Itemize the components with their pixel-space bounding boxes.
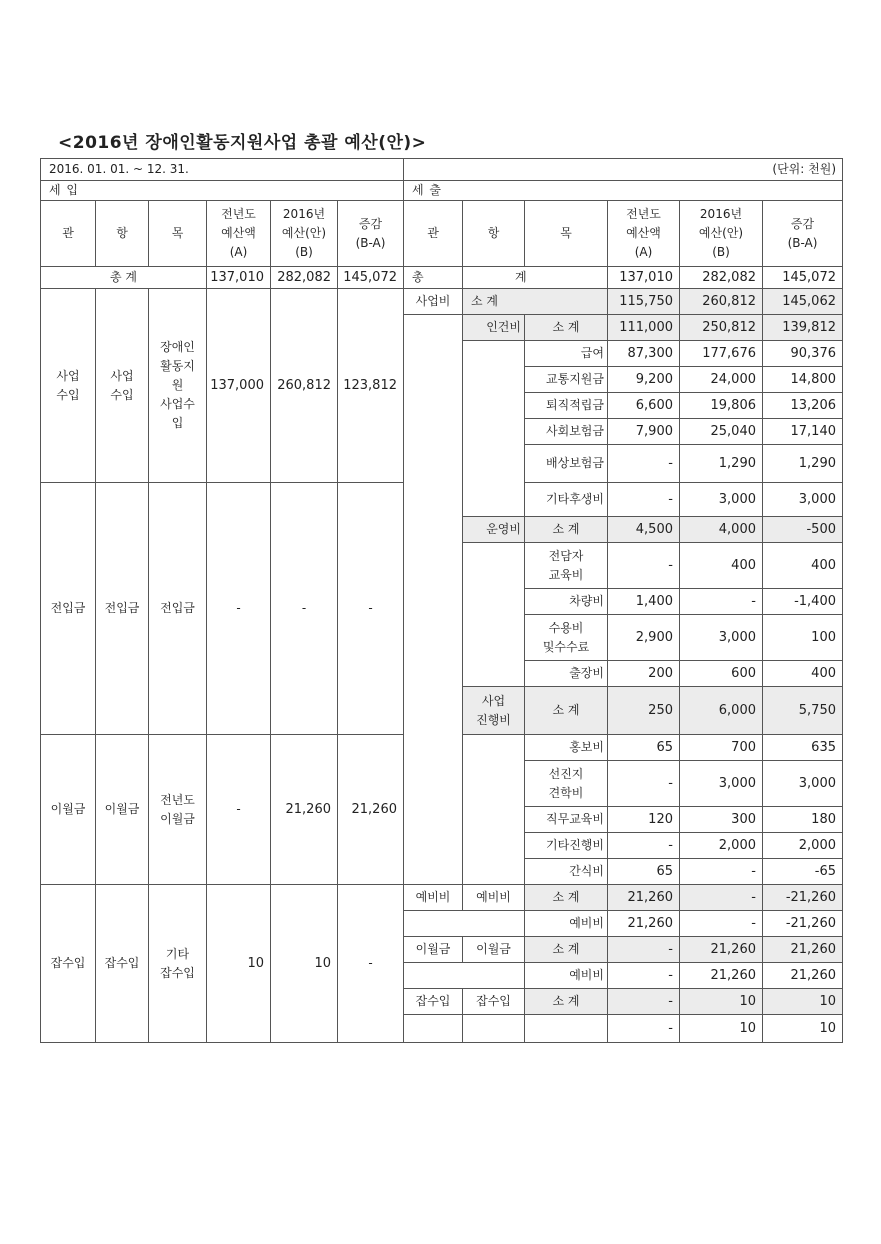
unit-label: (단위: 천원) xyxy=(404,159,843,181)
income-row-prev: 137,000 xyxy=(207,289,271,483)
expense-item-prev: 6,600 xyxy=(608,393,680,419)
expense-reserve-cur: - xyxy=(680,885,763,911)
expense-item-mok xyxy=(525,1015,608,1043)
expense-reserve-prev: 21,260 xyxy=(608,885,680,911)
expense-total-label-1: 총 xyxy=(404,267,463,289)
income-row-hang: 이월금 xyxy=(96,735,149,885)
expense-item-diff: 14,800 xyxy=(763,367,843,393)
expense-header-diff: 증감 (B-A) xyxy=(763,201,843,267)
income-row-diff: - xyxy=(338,483,404,735)
expense-item-diff: 21,260 xyxy=(763,963,843,989)
income-header-mok: 목 xyxy=(149,201,207,267)
income-row-mok: 전년도 이월금 xyxy=(149,735,207,885)
expense-blank-cell xyxy=(404,911,525,937)
expense-gwan-misc: 잡수입 xyxy=(404,989,463,1015)
expense-section-header: 세 출 xyxy=(404,181,843,201)
expense-blank-cell xyxy=(463,1015,525,1043)
expense-item-cur: - xyxy=(680,911,763,937)
expense-project-prev: 250 xyxy=(608,687,680,735)
expense-item-diff: -1,400 xyxy=(763,589,843,615)
expense-item-cur: 300 xyxy=(680,807,763,833)
expense-misc-subtotal-label: 소 계 xyxy=(525,989,608,1015)
expense-project-cur: 6,000 xyxy=(680,687,763,735)
expense-hang-carry: 이월금 xyxy=(463,937,525,963)
expense-item-cur: 177,676 xyxy=(680,341,763,367)
expense-carry-subtotal-label: 소 계 xyxy=(525,937,608,963)
income-row-cur: 260,812 xyxy=(271,289,338,483)
expense-operation-cur: 4,000 xyxy=(680,517,763,543)
expense-item-prev: 200 xyxy=(608,661,680,687)
expense-hang-operation: 운영비 xyxy=(463,517,525,543)
expense-project-diff: 5,750 xyxy=(763,687,843,735)
expense-item-prev: - xyxy=(608,761,680,807)
expense-item-mok: 기타후생비 xyxy=(525,483,608,517)
income-row-cur: 21,260 xyxy=(271,735,338,885)
expense-item-mok: 선진지 견학비 xyxy=(525,761,608,807)
expense-item-diff: 3,000 xyxy=(763,483,843,517)
expense-item-diff: -65 xyxy=(763,859,843,885)
expense-gwan-business: 사업비 xyxy=(404,289,463,315)
expense-carry-cur: 21,260 xyxy=(680,937,763,963)
expense-item-mok: 차량비 xyxy=(525,589,608,615)
expense-blank-cell xyxy=(404,1015,463,1043)
expense-misc-diff: 10 xyxy=(763,989,843,1015)
expense-business-diff: 145,062 xyxy=(763,289,843,315)
expense-item-prev: 7,900 xyxy=(608,419,680,445)
expense-item-cur: 3,000 xyxy=(680,483,763,517)
expense-hang-misc: 잡수입 xyxy=(463,989,525,1015)
expense-item-prev: - xyxy=(608,483,680,517)
expense-total-prev: 137,010 xyxy=(608,267,680,289)
expense-item-cur: - xyxy=(680,589,763,615)
expense-item-mok: 홍보비 xyxy=(525,735,608,761)
expense-item-mok: 간식비 xyxy=(525,859,608,885)
expense-hang-blank xyxy=(463,341,525,517)
expense-misc-prev: - xyxy=(608,989,680,1015)
expense-item-diff: 90,376 xyxy=(763,341,843,367)
expense-item-diff: 17,140 xyxy=(763,419,843,445)
expense-operation-diff: -500 xyxy=(763,517,843,543)
income-row-cur: - xyxy=(271,483,338,735)
income-total-prev: 137,010 xyxy=(207,267,271,289)
expense-header-prev: 전년도 예산액 (A) xyxy=(608,201,680,267)
income-row-cur: 10 xyxy=(271,885,338,1043)
income-row-gwan: 사업 수입 xyxy=(41,289,96,483)
expense-misc-cur: 10 xyxy=(680,989,763,1015)
income-row-diff: - xyxy=(338,885,404,1043)
income-row-prev: 10 xyxy=(207,885,271,1043)
expense-item-prev: - xyxy=(608,1015,680,1043)
income-row-hang: 사업 수입 xyxy=(96,289,149,483)
expense-item-cur: 19,806 xyxy=(680,393,763,419)
expense-item-mok: 수용비 및수수료 xyxy=(525,615,608,661)
expense-item-mok: 예비비 xyxy=(525,963,608,989)
expense-gwan-blank xyxy=(404,315,463,885)
income-total-label: 총 계 xyxy=(41,267,207,289)
expense-item-mok: 전담자 교육비 xyxy=(525,543,608,589)
expense-item-prev: 65 xyxy=(608,859,680,885)
expense-reserve-subtotal-label: 소 계 xyxy=(525,885,608,911)
income-header-hang: 항 xyxy=(96,201,149,267)
expense-project-subtotal-label: 소 계 xyxy=(525,687,608,735)
expense-item-prev: - xyxy=(608,833,680,859)
expense-hang-blank xyxy=(463,543,525,687)
expense-item-prev: - xyxy=(608,543,680,589)
income-row-mok: 기타 잡수입 xyxy=(149,885,207,1043)
income-row-prev: - xyxy=(207,483,271,735)
expense-item-mok: 직무교육비 xyxy=(525,807,608,833)
expense-gwan-carry: 이월금 xyxy=(404,937,463,963)
expense-hang-reserve: 예비비 xyxy=(463,885,525,911)
expense-personnel-subtotal-label: 소 계 xyxy=(525,315,608,341)
income-row-mok: 전입금 xyxy=(149,483,207,735)
expense-personnel-diff: 139,812 xyxy=(763,315,843,341)
income-row-gwan: 전입금 xyxy=(41,483,96,735)
expense-header-cur: 2016년 예산(안) (B) xyxy=(680,201,763,267)
expense-item-mok: 출장비 xyxy=(525,661,608,687)
expense-item-mok: 기타진행비 xyxy=(525,833,608,859)
expense-item-diff: 10 xyxy=(763,1015,843,1043)
expense-item-prev: 87,300 xyxy=(608,341,680,367)
income-header-diff: 증감 (B-A) xyxy=(338,201,404,267)
expense-item-mok: 예비비 xyxy=(525,911,608,937)
budget-table xyxy=(40,158,843,1043)
income-row-diff: 21,260 xyxy=(338,735,404,885)
expense-item-mok: 교통지원금 xyxy=(525,367,608,393)
income-row-prev: - xyxy=(207,735,271,885)
expense-business-prev: 115,750 xyxy=(608,289,680,315)
expense-item-cur: 600 xyxy=(680,661,763,687)
expense-item-cur: 24,000 xyxy=(680,367,763,393)
expense-item-cur: - xyxy=(680,859,763,885)
income-total-diff: 145,072 xyxy=(338,267,404,289)
expense-total-label-2: 계 xyxy=(463,267,608,289)
expense-item-diff: 100 xyxy=(763,615,843,661)
expense-personnel-prev: 111,000 xyxy=(608,315,680,341)
expense-item-prev: - xyxy=(608,963,680,989)
income-row-diff: 123,812 xyxy=(338,289,404,483)
expense-item-prev: 120 xyxy=(608,807,680,833)
expense-item-mok: 사회보험금 xyxy=(525,419,608,445)
page-title: <2016년 장애인활동지원사업 총괄 예산(안)> xyxy=(58,133,427,153)
period-label: 2016. 01. 01. ~ 12. 31. xyxy=(41,159,404,181)
expense-item-diff: -21,260 xyxy=(763,911,843,937)
income-section-header: 세 입 xyxy=(41,181,404,201)
income-row-hang: 잡수입 xyxy=(96,885,149,1043)
expense-header-gwan: 관 xyxy=(404,201,463,267)
expense-business-subtotal-label: 소 계 xyxy=(463,289,608,315)
expense-item-prev: - xyxy=(608,445,680,483)
expense-business-cur: 260,812 xyxy=(680,289,763,315)
expense-carry-diff: 21,260 xyxy=(763,937,843,963)
expense-total-cur: 282,082 xyxy=(680,267,763,289)
expense-operation-prev: 4,500 xyxy=(608,517,680,543)
income-header-prev: 전년도 예산액 (A) xyxy=(207,201,271,267)
income-total-cur: 282,082 xyxy=(271,267,338,289)
expense-item-cur: 10 xyxy=(680,1015,763,1043)
expense-blank-cell xyxy=(404,963,525,989)
expense-operation-subtotal-label: 소 계 xyxy=(525,517,608,543)
expense-item-cur: 25,040 xyxy=(680,419,763,445)
expense-hang-project: 사업 진행비 xyxy=(463,687,525,735)
expense-item-prev: 65 xyxy=(608,735,680,761)
expense-item-cur: 2,000 xyxy=(680,833,763,859)
expense-item-diff: 13,206 xyxy=(763,393,843,419)
expense-item-cur: 400 xyxy=(680,543,763,589)
income-header-gwan: 관 xyxy=(41,201,96,267)
expense-item-prev: 9,200 xyxy=(608,367,680,393)
expense-header-hang: 항 xyxy=(463,201,525,267)
expense-item-cur: 1,290 xyxy=(680,445,763,483)
expense-item-diff: 400 xyxy=(763,543,843,589)
expense-total-diff: 145,072 xyxy=(763,267,843,289)
income-header-cur: 2016년 예산(안) (B) xyxy=(271,201,338,267)
expense-item-prev: 1,400 xyxy=(608,589,680,615)
expense-carry-prev: - xyxy=(608,937,680,963)
income-row-gwan: 잡수입 xyxy=(41,885,96,1043)
expense-reserve-diff: -21,260 xyxy=(763,885,843,911)
expense-hang-blank xyxy=(463,735,525,885)
expense-gwan-reserve: 예비비 xyxy=(404,885,463,911)
expense-item-cur: 21,260 xyxy=(680,963,763,989)
income-row-mok: 장애인 활동지 원 사업수 입 xyxy=(149,289,207,483)
expense-item-diff: 3,000 xyxy=(763,761,843,807)
expense-item-mok: 퇴직적립금 xyxy=(525,393,608,419)
expense-item-diff: 180 xyxy=(763,807,843,833)
income-row-hang: 전입금 xyxy=(96,483,149,735)
expense-item-mok: 급여 xyxy=(525,341,608,367)
expense-item-diff: 635 xyxy=(763,735,843,761)
expense-item-prev: 21,260 xyxy=(608,911,680,937)
expense-item-diff: 1,290 xyxy=(763,445,843,483)
income-row-gwan: 이월금 xyxy=(41,735,96,885)
expense-header-mok: 목 xyxy=(525,201,608,267)
expense-item-prev: 2,900 xyxy=(608,615,680,661)
expense-item-diff: 400 xyxy=(763,661,843,687)
expense-item-diff: 2,000 xyxy=(763,833,843,859)
expense-item-cur: 3,000 xyxy=(680,761,763,807)
expense-hang-personnel: 인건비 xyxy=(463,315,525,341)
expense-item-mok: 배상보험금 xyxy=(525,445,608,483)
expense-personnel-cur: 250,812 xyxy=(680,315,763,341)
expense-item-cur: 700 xyxy=(680,735,763,761)
expense-item-cur: 3,000 xyxy=(680,615,763,661)
